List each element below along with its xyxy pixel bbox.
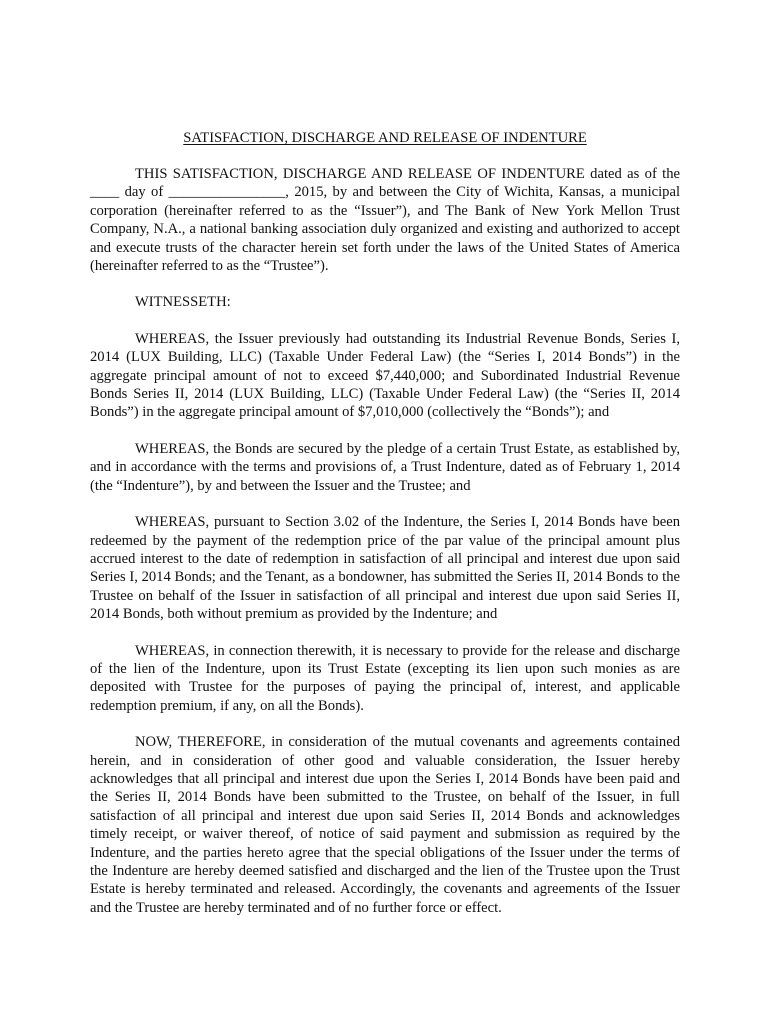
- paragraph-preamble: THIS SATISFACTION, DISCHARGE AND RELEASE OF INDENTURE dated as of the ____ day of ________________, 2015, by and between the City of Wichita, Kansas, a municipal corporation (hereinafter referred to as the “Issuer”), and The Bank of New York Mellon Trust Company, N.A., a national banking association duly organized and existing and authorized to accept and execute trusts of the character herein set forth under the laws of the United States of America (hereinafter referred to as the “Trustee”).: [90, 166, 680, 275]
- paragraph-whereas-release: WHEREAS, in connection therewith, it is necessary to provide for the release and discharge of the lien of the Indenture, upon its Trust Estate (excepting its lien upon such monies as are deposited with Trustee for the purposes of paying the principal of, interest, and applicable redemption premium, if any, on all the Bonds).: [90, 642, 680, 714]
- paragraph-whereas-bonds: WHEREAS, the Issuer previously had outstanding its Industrial Revenue Bonds, Series I, 2014 (LUX Building, LLC) (Taxable Under Federal Law) (the “Series I, 2014 Bonds”) in the aggregate principal amount of not to exceed $7,440,000; and Subordinated Industrial Revenue Bonds Series II, 2014 (LUX Building, LLC) (Taxable Under Federal Law) (the “Series II, 2014 Bonds”) in the aggregate principal amount of $7,010,000 (collectively the “Bonds”); and: [90, 330, 680, 421]
- document-body: [90, 165, 680, 935]
- document-title: SATISFACTION, DISCHARGE AND RELEASE OF INDENTURE: [183, 130, 587, 146]
- paragraph-witnesseth: WITNESSETH:: [135, 294, 231, 311]
- paragraph-now-therefore: NOW, THEREFORE, in consideration of the mutual covenants and agreements contained herein, and in consideration of other good and valuable consideration, the Issuer hereby acknowledges that all principal and interest due upon the Series I, 2014 Bonds have been paid and the Series II, 2014 Bonds have been submitted to the Trustee, on behalf of the Issuer, in full satisfaction of all principal and interest due upon said Series II, 2014 Bonds and acknowledges timely receipt, or waiver thereof, of notice of said payment and submission as required by the Indenture, and the parties hereto agree that the special obligations of the Issuer under the terms of the Indenture are hereby deemed satisfied and discharged and the lien of the Trustee upon the Trust Estate is hereby terminated and released. Accordingly, the covenants and agreements of the Issuer and the Trustee are hereby terminated and of no further force or effect.: [90, 734, 680, 916]
- paragraph-whereas-trust-estate: WHEREAS, the Bonds are secured by the pledge of a certain Trust Estate, as established by, and in accordance with the terms and provisions of, a Trust Indenture, dated as of February 1, 2014 (the “Indenture”), by and between the Issuer and the Trustee; and: [90, 440, 680, 494]
- paragraph-whereas-redemption: WHEREAS, pursuant to Section 3.02 of the Indenture, the Series I, 2014 Bonds have been redeemed by the payment of the redemption price of the par value of the principal amount plus accrued interest to the date of redemption in satisfaction of all principal and interest due upon said Series I, 2014 Bonds; and the Tenant, as a bondowner, has submitted the Series II, 2014 Bonds to the Trustee on behalf of the Issuer in satisfaction of all principal and interest due upon said Series II, 2014 Bonds, both without premium as provided by the Indenture; and: [90, 514, 680, 623]
